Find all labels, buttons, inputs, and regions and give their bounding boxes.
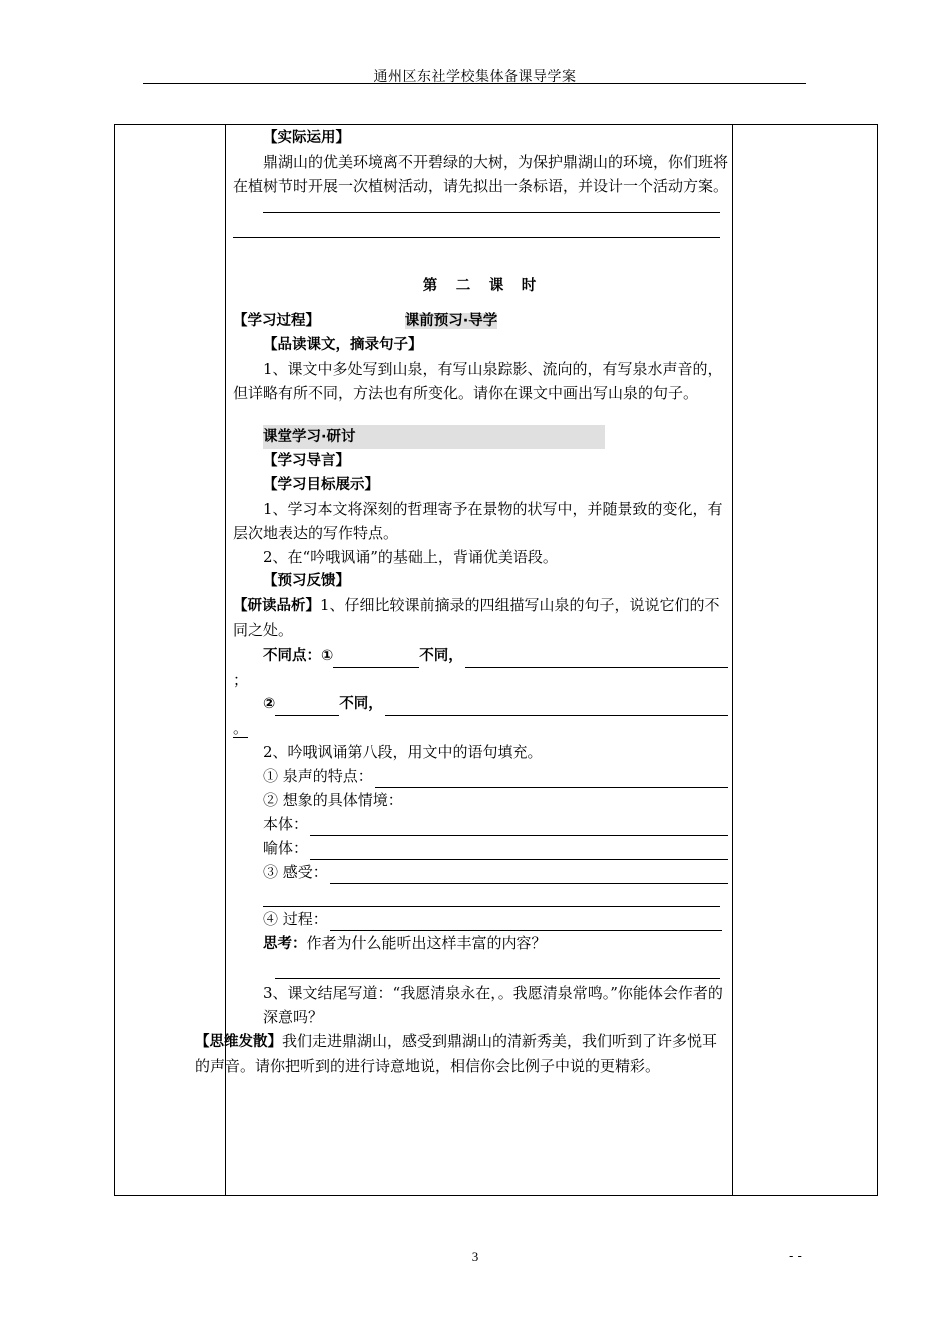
q2-imagined-scene: ② 想象的具体情境： <box>263 791 403 809</box>
goal-1: 1、学习本文将深刻的哲理寄予在景物的状写中，并随景致的变化，有层次地表达的写作特点。 <box>233 500 723 542</box>
blank-field[interactable] <box>385 699 728 716</box>
table-column-divider <box>732 125 733 1195</box>
answer-line[interactable] <box>263 198 720 213</box>
header-rule <box>143 83 806 84</box>
q2-feeling: ③ 感受： <box>263 863 328 881</box>
blank-field[interactable] <box>333 651 419 668</box>
read-heading: 【品读课文，摘录句子】 <box>263 337 423 353</box>
blank-field[interactable] <box>375 771 728 788</box>
blank-field[interactable] <box>465 651 728 668</box>
feedback-heading: 【预习反馈】 <box>263 573 350 589</box>
question-3: 3、课文结尾写道：“我愿清泉永在，。我愿清泉常鸣。”你能体会作者的深意吗？ <box>263 984 723 1026</box>
goals-heading: 【学习目标展示】 <box>263 477 379 493</box>
diff-mid-2: 不同， <box>339 696 383 712</box>
question-2: 2、吟哦讽诵第八段，用文中的语句填充。 <box>263 743 543 761</box>
blank-field[interactable] <box>310 843 728 860</box>
answer-line[interactable] <box>263 892 720 907</box>
blank-field[interactable] <box>330 914 722 931</box>
practical-heading: 【实际运用】 <box>263 130 350 146</box>
lesson-title: 第 二 课 时 <box>422 278 539 294</box>
practical-text: 鼎湖山的优美环境离不开碧绿的大树，为保护鼎湖山的环境，你们班将在植树节时开展一次植树活动，请先拟出一条标语，并设计一个活动方案。 <box>233 153 729 195</box>
blank-field[interactable] <box>310 819 728 836</box>
answer-line[interactable] <box>233 223 720 238</box>
page-number: 3 <box>471 1249 479 1264</box>
blank-field[interactable] <box>275 699 339 716</box>
study-question-1: 1、仔细比较课前摘录的四组描写山泉的句子，说说它们的不同之处。 <box>233 596 720 639</box>
header-title: 通州区东社学校集体备课导学案 <box>373 69 577 85</box>
answer-line[interactable] <box>275 964 720 979</box>
intro-heading: 【学习导言】 <box>263 453 350 469</box>
q2-process: ④ 过程： <box>263 910 328 928</box>
preview-label: 课前预习·导学 <box>404 313 498 329</box>
diff-label-2: ② <box>263 696 276 712</box>
q2-tenor: 本体： <box>263 815 309 833</box>
class-study-label: 课堂学习·研讨 <box>263 425 605 449</box>
read-text: 1、课文中多处写到山泉，有写山泉踪影、流向的，有写泉水声音的，但详略有所不同，方法也有所变化。请你在课文中画出写山泉的句子。 <box>233 360 723 402</box>
think-label: 思考： <box>263 936 307 952</box>
diff-mid-1: 不同， <box>419 648 463 664</box>
footer-dashes: - - <box>789 1249 802 1264</box>
diff-label-1: 不同点：① <box>263 648 334 664</box>
blank-field[interactable] <box>330 867 728 884</box>
study-heading: 【研读品析】 <box>233 598 320 614</box>
diff-end-1: ； <box>233 671 249 689</box>
diverge-heading: 【思维发散】 <box>195 1034 282 1050</box>
goal-2: 2、在“吟哦讽诵”的基础上，背诵优美语段。 <box>263 548 558 566</box>
lesson-content <box>195 126 729 1078</box>
diff-end-2: 。 <box>233 719 249 737</box>
q2-vehicle: 喻体： <box>263 839 309 857</box>
diverge-text: 我们走进鼎湖山，感受到鼎湖山的清新秀美，我们听到了许多悦耳的声音。请你把听到的进行诗意地说，相信你会比例子中说的更精彩。 <box>195 1032 718 1075</box>
think-text: 作者为什么能听出这样丰富的内容？ <box>306 934 547 952</box>
q2-sound-feature: ① 泉声的特点： <box>263 767 373 785</box>
process-label: 【学习过程】 <box>233 313 320 329</box>
